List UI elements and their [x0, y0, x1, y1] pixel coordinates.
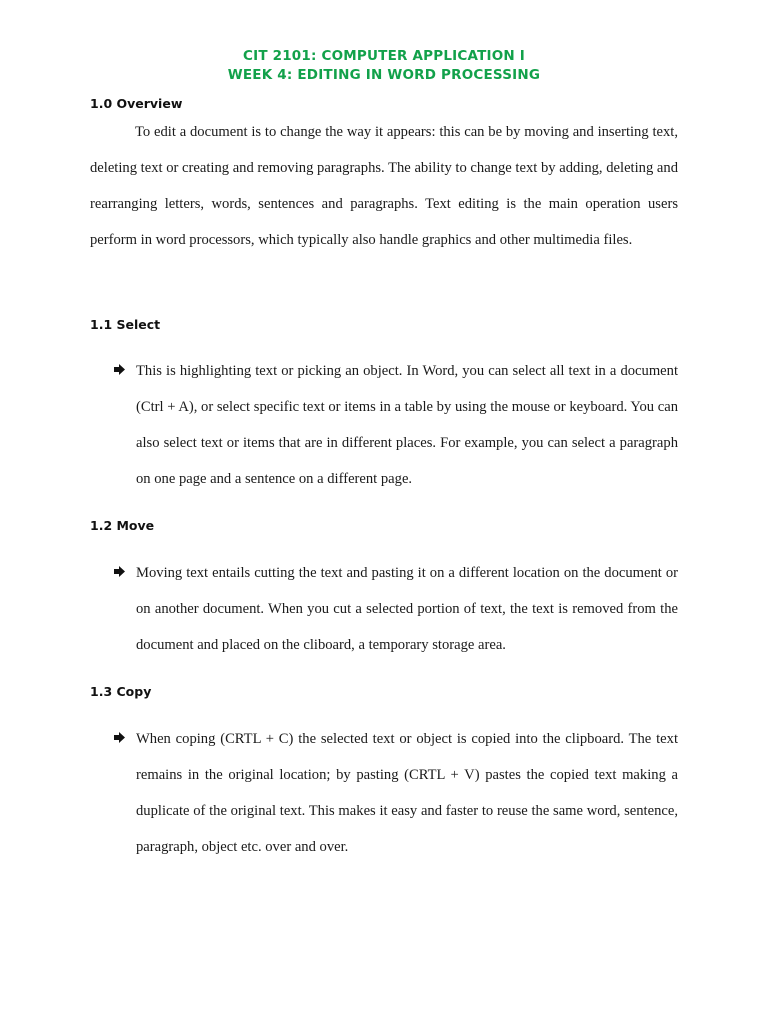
copy-heading: 1.3 Copy [90, 684, 152, 699]
week-title: WEEK 4: EDITING IN WORD PROCESSING [227, 67, 541, 83]
select-bullet-text: This is highlighting text or picking an object. In Word, you can select all text in a document (Ctrl + A), or select specific text or items in a table by using the mouse or keyboard. You can also select text or items that are in different places. For example, you can select a paragraph on one page and a sentence on a different page. [136, 363, 678, 487]
right-arrow-bullet-icon [113, 565, 126, 578]
overview-heading: 1.0 Overview [90, 96, 183, 111]
select-heading: 1.1 Select [90, 317, 161, 332]
overview-paragraph: To edit a document is to change the way it appears: this can be by moving and inserting text, deleting text or creating and removing paragraphs. The ability to change text by adding, deleting and rearranging letters, words, sentences and paragraphs. Text editing is the main operation users perform in word processors, which typically also handle graphics and other multimedia files. [90, 124, 678, 248]
move-bullet-text: Moving text entails cutting the text and pasting it on a different location on the document or on another document. When you cut a selected portion of text, the text is removed from the document and placed on the cliboard, a temporary storage area. [136, 565, 678, 653]
copy-bullet-text: When coping (CRTL + C) the selected text or object is copied into the clipboard. The text remains in the original location; by pasting (CRTL + V) pastes the copied text making a duplicate of the original text. This makes it easy and faster to reuse the same word, sentence, paragraph, object etc. over and over. [136, 731, 678, 855]
course-title: CIT 2101: COMPUTER APPLICATION I [242, 48, 525, 64]
right-arrow-bullet-icon [113, 731, 126, 744]
move-heading: 1.2 Move [90, 518, 155, 533]
right-arrow-bullet-icon [113, 363, 126, 376]
